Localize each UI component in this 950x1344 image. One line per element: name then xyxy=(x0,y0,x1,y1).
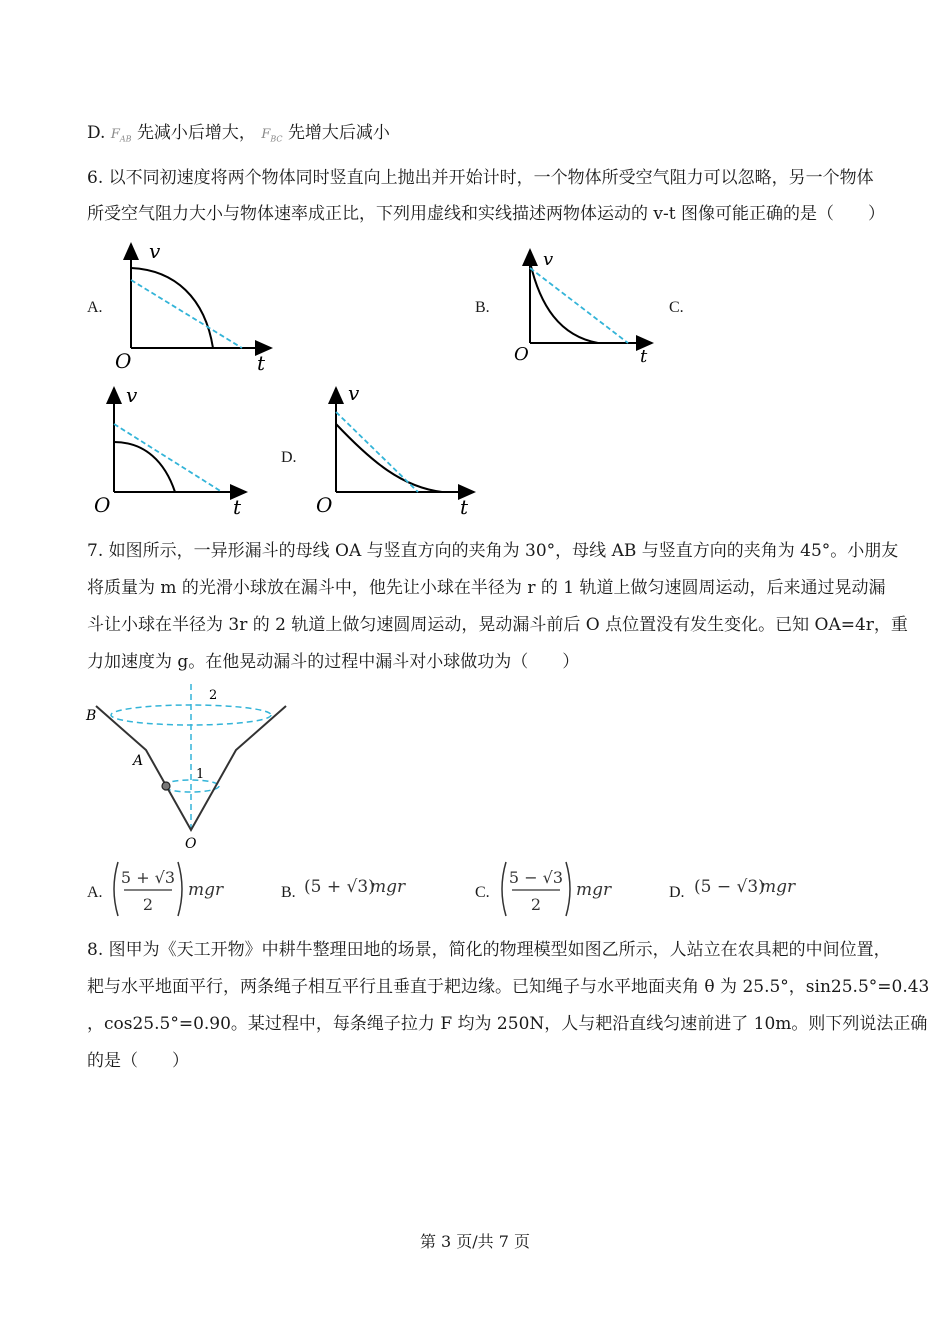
vt-graph-d xyxy=(312,382,482,517)
axis-v-label: v xyxy=(149,239,161,263)
axis-v-label: v xyxy=(126,383,138,407)
origin-label: O xyxy=(94,493,111,517)
mgr-term: mgr xyxy=(188,880,224,900)
q7-option-b-label: B. xyxy=(281,884,296,901)
q7-option-b-expr xyxy=(302,868,412,904)
q7-text-line4: 力加速度为 g。在他晃动漏斗的过程中漏斗对小球做功为（ ） xyxy=(87,652,580,672)
q6-option-d-label: D. xyxy=(281,449,297,466)
q6-option-a-label: A. xyxy=(87,299,103,316)
vt-graph-a xyxy=(105,238,280,373)
q6-option-b-label: B. xyxy=(475,299,490,316)
axis-v-label: v xyxy=(348,382,360,405)
q8-text-line2: 耙与水平地面平行，两条绳子相互平行且垂直于耙边缘。已知绳子与水平地面夹角 θ 为 25.5°，sin25.5°=0.43 xyxy=(87,977,930,997)
q7-option-c-label: C. xyxy=(475,884,490,901)
axis-t-label: t xyxy=(460,495,469,517)
q7-option-c-expr xyxy=(496,858,614,920)
origin-label: O xyxy=(115,349,132,373)
q6-text-line2: 所受空气阻力大小与物体速率成正比，下列用虚线和实线描述两物体运动的 v-t 图像可能正确的是（ ） xyxy=(87,204,885,224)
origin-label: O xyxy=(514,344,529,365)
q5-d-part2: 先增大后减小 xyxy=(287,123,390,143)
track-1-label: 1 xyxy=(196,767,205,782)
label-o: O xyxy=(185,836,197,852)
q7-option-a-expr xyxy=(108,858,226,920)
q5-option-d xyxy=(87,122,390,151)
paren-expr: (5 − √3) xyxy=(694,877,765,897)
axis-t-label: t xyxy=(257,351,266,373)
q6-option-c-label: C. xyxy=(669,299,684,316)
q6-text-line1: 6. 以不同初速度将两个物体同时竖直向上抛出并开始计时，一个物体所受空气阻力可以忽略，另一个物体 xyxy=(87,168,874,188)
vt-graph-c xyxy=(90,382,255,517)
label-a: A xyxy=(133,753,144,769)
axis-t-label: t xyxy=(233,495,242,517)
fraction-numerator: 5 − √3 xyxy=(508,868,564,887)
mgr-term: mgr xyxy=(576,880,612,900)
track-2-label: 2 xyxy=(209,688,218,703)
q7-text-line2: 将质量为 m 的光滑小球放在漏斗中，他先让小球在半径为 r 的 1 轨道上做匀速圆周运动，后来通过晃动漏 xyxy=(87,578,886,598)
page-number-footer: 第 3 页/共 7 页 xyxy=(419,1232,531,1251)
q7-option-d-expr xyxy=(692,868,802,904)
q7-text-line3: 斗让小球在半径为 3r 的 2 轨道上做匀速圆周运动，晃动漏斗前后 O 点位置没有发生变化。已知 OA=4r，重 xyxy=(87,615,908,635)
fraction-numerator: 5 + √3 xyxy=(120,868,176,887)
q7-option-a-label: A. xyxy=(87,884,103,901)
funnel-diagram xyxy=(82,682,297,852)
f-bc-symbol: $F_{BC}$ xyxy=(261,127,283,144)
q8-text-line1: 8. 图甲为《天工开物》中耕牛整理田地的场景，简化的物理模型如图乙所示，人站立在农具耙的中间位置， xyxy=(87,940,891,960)
f-ab-symbol: $F_{AB}$ xyxy=(110,127,132,144)
origin-label: O xyxy=(316,493,333,517)
axis-t-label: t xyxy=(640,346,648,366)
q5-option-d-label: D. xyxy=(87,123,106,143)
q7-text-line1: 7. 如图所示，一异形漏斗的母线 OA 与竖直方向的夹角为 30°，母线 AB 与竖直方向的夹角为 45°。小朋友 xyxy=(87,541,899,561)
label-b: B xyxy=(86,708,97,724)
paren-expr: (5 + √3) xyxy=(304,877,375,897)
q8-text-line4: 的是（ ） xyxy=(87,1051,189,1071)
fraction-denominator: 2 xyxy=(142,895,154,914)
q7-option-d-label: D. xyxy=(669,884,685,901)
fraction-denominator: 2 xyxy=(530,895,542,914)
vt-graph-b xyxy=(510,246,660,366)
axis-v-label: v xyxy=(543,249,554,270)
mgr-term: mgr xyxy=(760,877,796,897)
q5-d-part1: 先减小后增大， xyxy=(136,123,256,143)
mgr-term: mgr xyxy=(370,877,406,897)
q8-text-line3: ，cos25.5°=0.90。某过程中，每条绳子拉力 F 均为 250N，人与耙沿直线匀速前进了 10m。则下列说法正确 xyxy=(87,1014,928,1034)
